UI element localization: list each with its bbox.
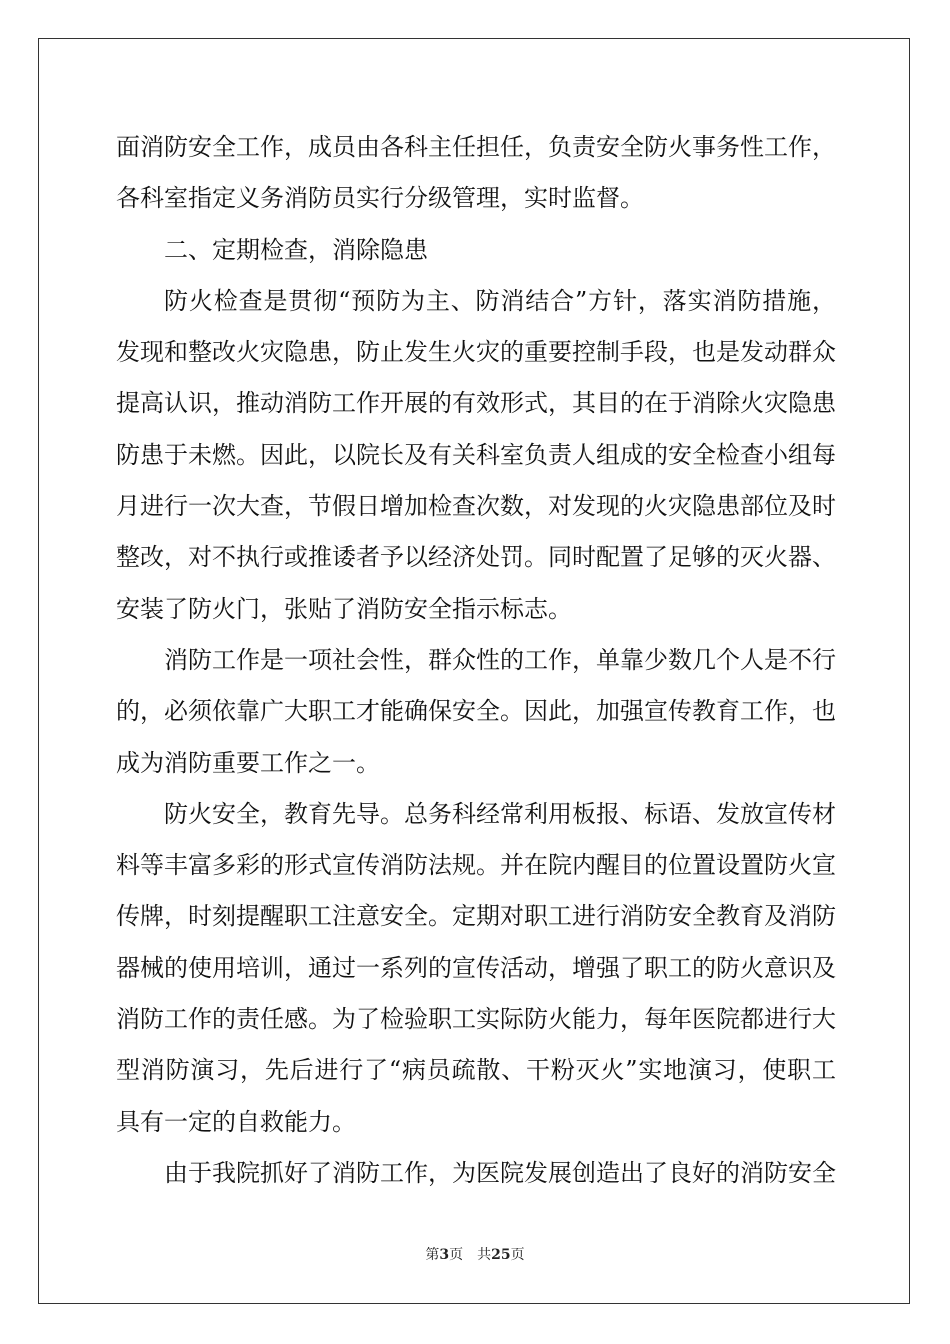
text-line: 二、定期检查，消除隐患 — [164, 235, 428, 264]
total-page-count: 25 — [491, 1247, 511, 1263]
text-line: 成为消防重要工作之一。 — [116, 748, 380, 777]
text-line: 消防工作是一项社会性，群众性的工作，单靠少数几个人是不行 — [164, 645, 836, 674]
text-line: 的，必须依靠广大职工才能确保安全。因此，加强宣传教育工作，也 — [116, 697, 836, 726]
current-page-number: 3 — [439, 1247, 450, 1263]
text-line: 由于我院抓好了消防工作，为医院发展创造出了良好的消防安全 — [164, 1158, 836, 1187]
page-prefix: 第 — [425, 1247, 440, 1263]
text-line: 提高认识，推动消防工作开展的有效形式，其目的在于消除火灾隐患 — [116, 389, 836, 418]
text-line: 型消防演习，先后进行了“病员疏散、干粉灭火”实地演习，使职工 — [116, 1056, 836, 1085]
text-line: 发现和整改火灾隐患，防止发生火灾的重要控制手段，也是发动群众 — [116, 338, 836, 367]
text-line: 防火检查是贯彻“预防为主、防消结合”方针，落实消防措施， — [164, 286, 836, 315]
text-line: 具有一定的自救能力。 — [116, 1107, 356, 1136]
document-body — [116, 122, 836, 1199]
page-suffix: 页 — [449, 1247, 464, 1263]
total-prefix: 共 — [477, 1247, 492, 1263]
text-line: 防火安全，教育先导。总务科经常利用板报、标语、发放宣传材 — [164, 799, 836, 828]
text-line: 整改，对不执行或推诿者予以经济处罚。同时配置了足够的灭火器、 — [116, 543, 836, 572]
text-line: 料等丰富多彩的形式宣传消防法规。并在院内醒目的位置设置防火宣 — [116, 851, 836, 880]
text-line: 防患于未燃。因此，以院长及有关科室负责人组成的安全检查小组每 — [116, 440, 836, 469]
text-line: 安装了防火门，张贴了消防安全指示标志。 — [116, 594, 572, 623]
text-line: 传牌，时刻提醒职工注意安全。定期对职工进行消防安全教育及消防 — [116, 902, 836, 931]
text-line: 月进行一次大查，节假日增加检查次数，对发现的火灾隐患部位及时 — [116, 492, 836, 521]
text-line: 面消防安全工作，成员由各科主任担任，负责安全防火事务性工作， — [116, 133, 836, 161]
text-line: 器械的使用培训，通过一系列的宣传活动，增强了职工的防火意识及 — [116, 953, 836, 982]
text-line: 消防工作的责任感。为了检验职工实际防火能力，每年医院都进行大 — [116, 1005, 836, 1034]
text-line: 各科室指定义务消防员实行分级管理，实时监督。 — [116, 184, 644, 213]
total-suffix: 页 — [510, 1247, 525, 1263]
page-footer — [0, 1245, 950, 1265]
